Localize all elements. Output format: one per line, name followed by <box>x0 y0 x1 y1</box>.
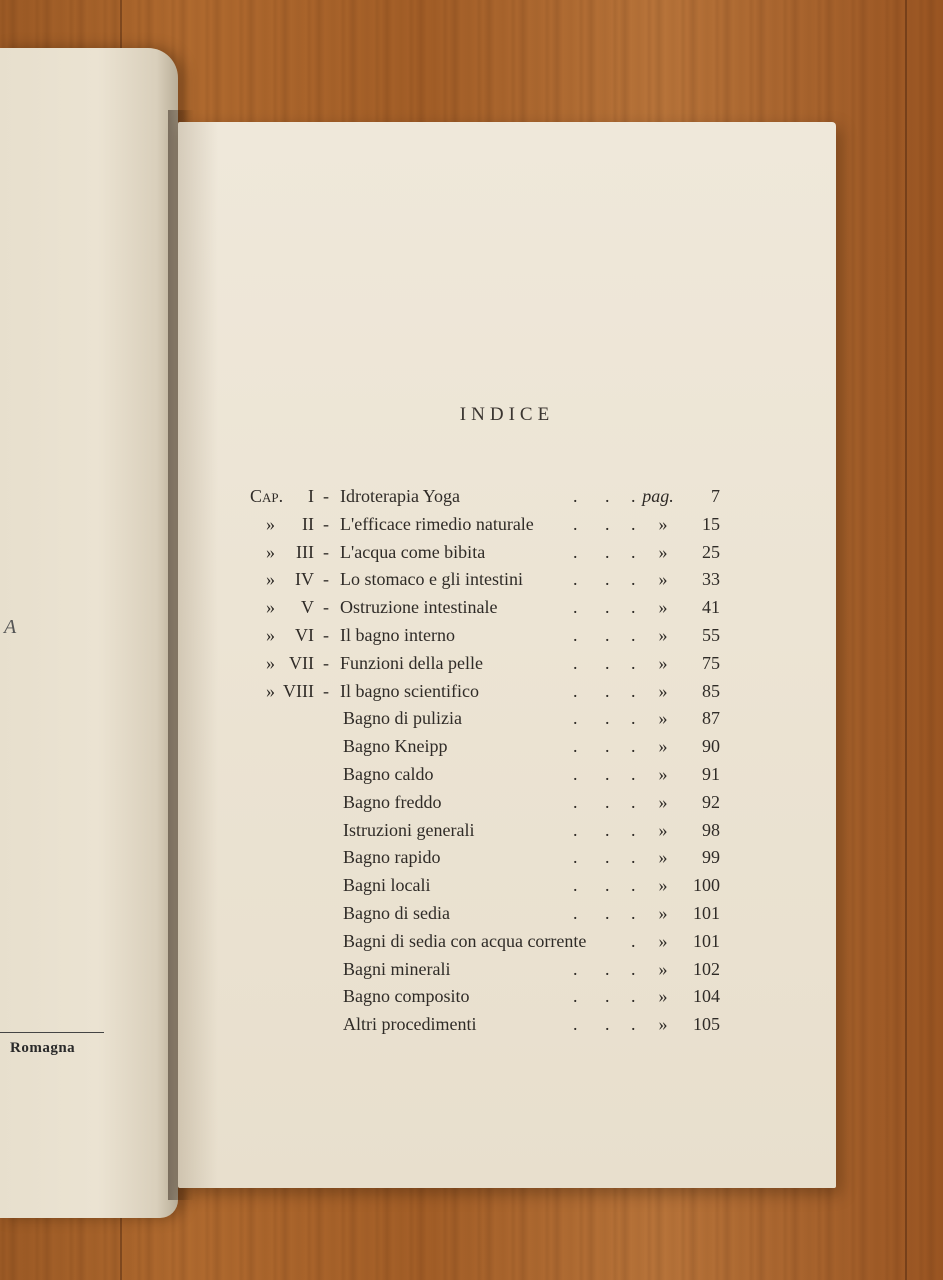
toc-entry <box>178 597 836 625</box>
toc-page-prefix: » <box>658 958 668 979</box>
toc-entry <box>178 625 836 653</box>
leader-dot: . <box>631 819 636 840</box>
leader-dot: . <box>605 708 610 729</box>
toc-entry <box>178 792 836 820</box>
toc-entry-title: Bagno di sedia <box>343 903 450 923</box>
toc-entry <box>178 542 836 570</box>
toc-page-number: 91 <box>702 764 720 784</box>
leader-dot: . <box>605 625 610 645</box>
toc-page-number: 104 <box>693 986 720 1007</box>
toc-page-number: 101 <box>693 903 720 923</box>
leader-dot: . <box>573 597 578 618</box>
toc-page-number: 41 <box>702 597 720 618</box>
toc-page-number: 33 <box>702 569 720 590</box>
toc-chapter-number: V <box>301 597 314 618</box>
toc-entry-prefix: Cap. <box>250 486 284 506</box>
leader-dot: . <box>605 819 610 840</box>
toc-chapter-number: VI <box>295 625 314 645</box>
left-page-rule <box>0 1032 104 1033</box>
toc-entry <box>178 708 836 736</box>
leader-dot: . <box>573 513 578 534</box>
toc-chapter-number: VIII <box>283 680 314 701</box>
toc-entry-title: L'acqua come bibita <box>340 541 486 562</box>
leader-dot: . <box>573 736 578 757</box>
leader-dot: . <box>573 486 578 506</box>
leader-dot: . <box>631 652 636 673</box>
toc-entry-prefix: » <box>266 541 275 562</box>
toc-entry-title: Funzioni della pelle <box>340 652 483 673</box>
toc-page-number: 99 <box>702 847 720 868</box>
toc-entry-title: Bagno di pulizia <box>343 708 462 729</box>
toc-page-number: 7 <box>711 486 720 506</box>
leader-dot: . <box>631 736 636 757</box>
leader-dot: . <box>605 652 610 673</box>
leader-dot: . <box>573 986 578 1007</box>
toc-entry <box>178 875 836 903</box>
leader-dot: . <box>631 541 636 562</box>
leader-dot: . <box>631 486 636 506</box>
leader-dot: . <box>631 875 636 896</box>
leader-dot: . <box>573 791 578 812</box>
leader-dot: . <box>573 958 578 979</box>
toc-entry-title: Bagni di sedia con acqua corrente <box>343 930 587 951</box>
right-page <box>178 122 836 1188</box>
leader-dot: . <box>573 569 578 590</box>
toc-page-number: 90 <box>702 736 720 757</box>
toc-page-prefix: » <box>658 680 668 701</box>
toc-page-prefix: pag. <box>642 486 674 506</box>
toc-entry-title: Altri procedimenti <box>343 1014 477 1035</box>
toc-entry <box>178 569 836 597</box>
toc-page-prefix: » <box>658 986 668 1007</box>
toc-page-number: 100 <box>693 875 720 896</box>
toc-entry <box>178 986 836 1014</box>
leader-dot: . <box>573 652 578 673</box>
leader-dot: . <box>631 930 636 951</box>
leader-dot: . <box>605 597 610 618</box>
toc-entry-title: Bagno freddo <box>343 791 442 812</box>
leader-dot: . <box>631 1014 636 1035</box>
leader-dot: . <box>605 486 610 506</box>
toc-page-prefix: » <box>658 597 668 618</box>
leader-dot: . <box>631 986 636 1007</box>
toc-entry-title: Ostruzione intestinale <box>340 597 498 618</box>
toc-entry <box>178 903 836 931</box>
toc-page-number: 25 <box>702 541 720 562</box>
toc-page-number: 102 <box>693 958 720 979</box>
toc-entry-title: Bagno caldo <box>343 764 434 784</box>
leader-dot: . <box>573 1014 578 1035</box>
toc-page-number: 87 <box>702 708 720 729</box>
toc-page-prefix: » <box>658 736 668 757</box>
toc-chapter-number: I <box>308 486 314 506</box>
toc-page-prefix: » <box>658 652 668 673</box>
toc-page-number: 55 <box>702 625 720 645</box>
leader-dot: . <box>605 958 610 979</box>
toc-page-prefix: » <box>658 764 668 784</box>
toc-page-number: 75 <box>702 652 720 673</box>
leader-dot: . <box>605 541 610 562</box>
toc-entry-title: Bagno Kneipp <box>343 736 448 757</box>
toc-separator: - <box>323 541 329 562</box>
leader-dot: . <box>605 847 610 868</box>
leader-dot: . <box>631 764 636 784</box>
leader-dot: . <box>605 736 610 757</box>
toc-page-prefix: » <box>658 819 668 840</box>
leader-dot: . <box>573 903 578 923</box>
toc-page-prefix: » <box>658 625 668 645</box>
toc-entry-title: Bagno rapido <box>343 847 441 868</box>
leader-dot: . <box>631 597 636 618</box>
toc-separator: - <box>323 569 329 590</box>
leader-dot: . <box>605 764 610 784</box>
toc-separator: - <box>323 486 329 506</box>
toc-separator: - <box>323 597 329 618</box>
leader-dot: . <box>573 708 578 729</box>
toc-entry <box>178 514 836 542</box>
leader-dot: . <box>573 875 578 896</box>
toc-entry <box>178 486 836 514</box>
toc-entry <box>178 764 836 792</box>
toc-entry <box>178 681 836 709</box>
leader-dot: . <box>573 847 578 868</box>
left-page <box>0 48 178 1218</box>
toc-entry <box>178 736 836 764</box>
toc-chapter-number: VII <box>289 652 314 673</box>
toc-page-prefix: » <box>658 569 668 590</box>
leader-dot: . <box>605 513 610 534</box>
left-page-fragment: A <box>4 616 17 638</box>
toc-entry-prefix: » <box>266 597 275 618</box>
toc-entry-title: Lo stomaco e gli intestini <box>340 569 523 590</box>
toc-entry <box>178 1014 836 1042</box>
toc-entry <box>178 653 836 681</box>
index-title: INDICE <box>459 404 555 425</box>
leader-dot: . <box>631 569 636 590</box>
leader-dot: . <box>605 875 610 896</box>
toc-entry-title: Bagno composito <box>343 986 470 1007</box>
toc-separator: - <box>323 513 329 534</box>
toc-entry-prefix: » <box>266 652 275 673</box>
leader-dot: . <box>631 958 636 979</box>
toc-page-number: 98 <box>702 819 720 840</box>
toc-entry-prefix: » <box>266 625 275 645</box>
toc-entry-prefix: » <box>266 513 275 534</box>
leader-dot: . <box>573 541 578 562</box>
toc-entry-title: Bagni locali <box>343 875 431 896</box>
toc-chapter-number: II <box>302 513 314 534</box>
leader-dot: . <box>631 708 636 729</box>
leader-dot: . <box>605 986 610 1007</box>
wood-seam <box>905 0 907 1280</box>
toc-entry-title: Idroterapia Yoga <box>340 486 460 506</box>
left-page-imprint: Romagna <box>10 1040 76 1056</box>
toc-page-number: 105 <box>693 1014 720 1035</box>
toc-entry-title: Il bagno interno <box>340 625 455 645</box>
leader-dot: . <box>573 625 578 645</box>
leader-dot: . <box>605 680 610 701</box>
toc-entry-prefix: » <box>266 569 275 590</box>
leader-dot: . <box>605 1014 610 1035</box>
leader-dot: . <box>631 847 636 868</box>
toc-entry-title: Bagni minerali <box>343 958 451 979</box>
toc-entry <box>178 847 836 875</box>
toc-page-prefix: » <box>658 1014 668 1035</box>
toc-page-prefix: » <box>658 930 668 951</box>
toc-page-number: 85 <box>702 680 720 701</box>
toc-page-number: 92 <box>702 791 720 812</box>
toc-separator: - <box>323 680 329 701</box>
leader-dot: . <box>573 819 578 840</box>
leader-dot: . <box>573 764 578 784</box>
toc-chapter-number: III <box>296 541 314 562</box>
leader-dot: . <box>631 791 636 812</box>
toc-page-prefix: » <box>658 903 668 923</box>
leader-dot: . <box>605 903 610 923</box>
leader-dot: . <box>605 569 610 590</box>
toc-page-prefix: » <box>658 708 668 729</box>
toc-chapter-number: IV <box>295 569 314 590</box>
leader-dot: . <box>605 791 610 812</box>
toc-page-number: 101 <box>693 930 720 951</box>
toc-entry-prefix: » <box>266 680 275 701</box>
toc-entry <box>178 959 836 987</box>
toc-page-prefix: » <box>658 847 668 868</box>
leader-dot: . <box>631 680 636 701</box>
toc-entry-title: L'efficace rimedio naturale <box>340 513 534 534</box>
toc-separator: - <box>323 652 329 673</box>
toc-page-prefix: » <box>658 513 668 534</box>
toc-entry <box>178 931 836 959</box>
toc-entry-title: Il bagno scientifico <box>340 680 479 701</box>
leader-dot: . <box>573 680 578 701</box>
toc-separator: - <box>323 625 329 645</box>
toc-page-prefix: » <box>658 875 668 896</box>
leader-dot: . <box>631 903 636 923</box>
toc-entry <box>178 820 836 848</box>
toc-entry-title: Istruzioni generali <box>343 819 475 840</box>
toc-page-number: 15 <box>702 513 720 534</box>
leader-dot: . <box>631 513 636 534</box>
leader-dot: . <box>631 625 636 645</box>
toc-page-prefix: » <box>658 791 668 812</box>
toc-page-prefix: » <box>658 541 668 562</box>
